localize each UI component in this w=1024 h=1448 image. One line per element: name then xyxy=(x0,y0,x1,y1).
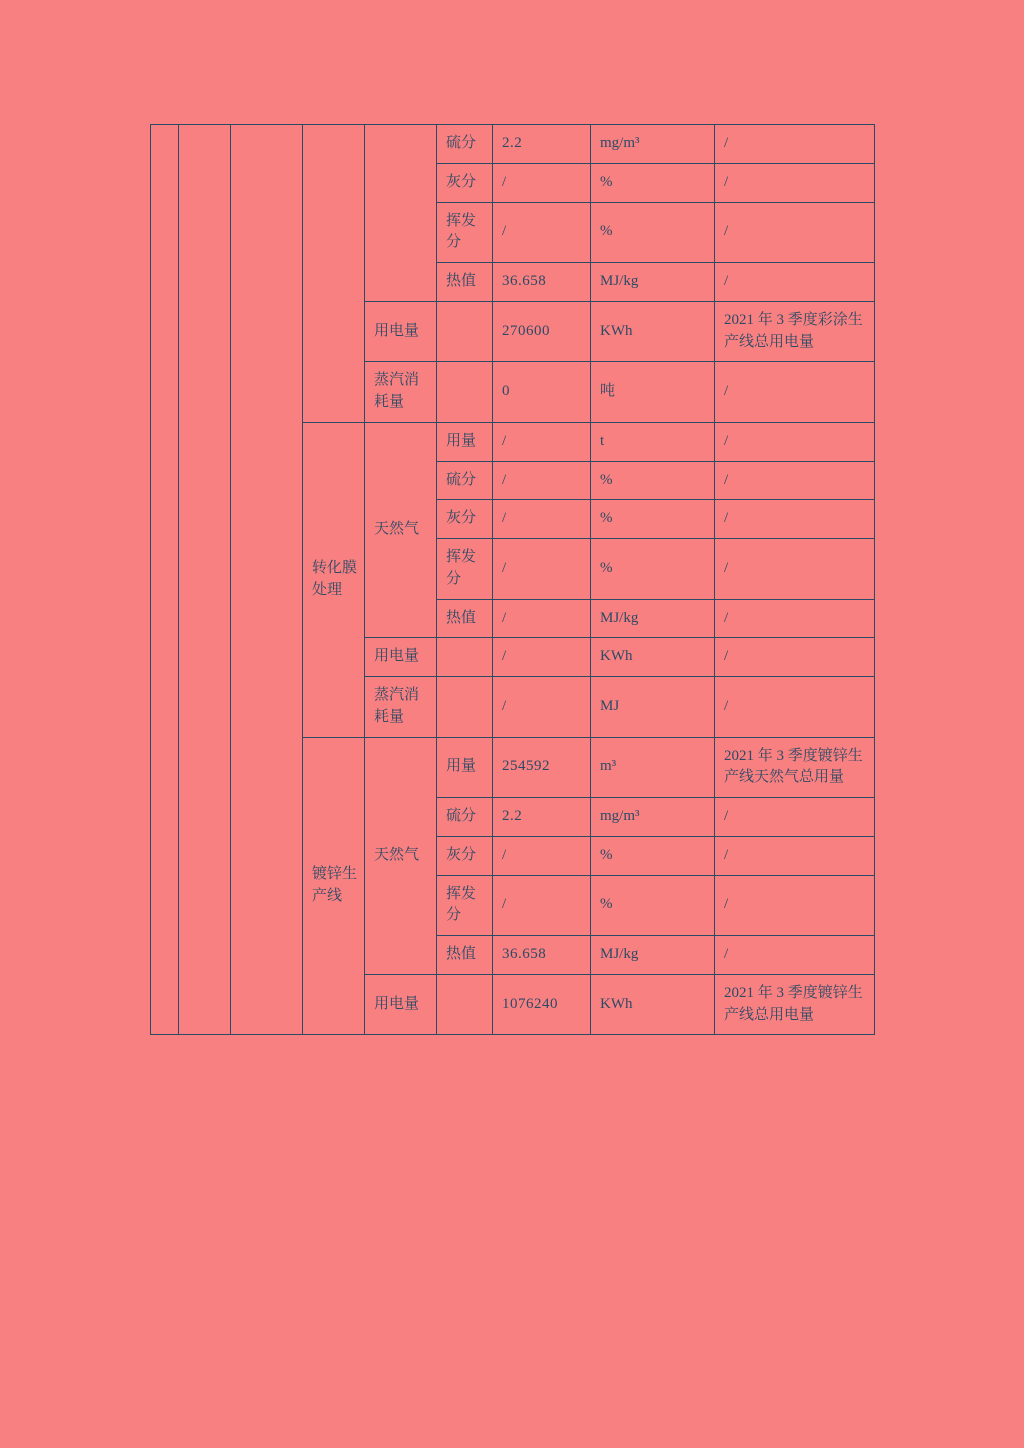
item-label: 灰分 xyxy=(437,163,493,202)
note-cell: / xyxy=(715,422,875,461)
note-cell: / xyxy=(715,163,875,202)
item-label: 硫分 xyxy=(437,798,493,837)
note-cell: / xyxy=(715,461,875,500)
unit-cell: % xyxy=(591,461,715,500)
note-cell: / xyxy=(715,798,875,837)
value-cell: / xyxy=(493,500,591,539)
note-cell: / xyxy=(715,875,875,936)
value-cell: / xyxy=(493,539,591,600)
value-cell: 270600 xyxy=(493,301,591,362)
unit-cell: % xyxy=(591,836,715,875)
value-cell: 1076240 xyxy=(493,974,591,1035)
category-cell-gas-2: 天然气 xyxy=(365,422,437,638)
value-cell: / xyxy=(493,422,591,461)
item-label xyxy=(437,362,493,423)
category-cell-gas-1 xyxy=(365,125,437,302)
value-cell: / xyxy=(493,836,591,875)
unit-cell: mg/m³ xyxy=(591,798,715,837)
note-cell: / xyxy=(715,362,875,423)
unit-cell: 吨 xyxy=(591,362,715,423)
item-label: 用量 xyxy=(437,737,493,798)
item-label: 热值 xyxy=(437,263,493,302)
category-label: 用电量 xyxy=(365,974,437,1035)
item-label: 挥发分 xyxy=(437,202,493,263)
item-label: 挥发分 xyxy=(437,539,493,600)
unit-cell: MJ/kg xyxy=(591,936,715,975)
category-label: 用电量 xyxy=(365,301,437,362)
item-label: 挥发分 xyxy=(437,875,493,936)
note-cell: 2021 年 3 季度镀锌生产线天然气总用量 xyxy=(715,737,875,798)
item-label xyxy=(437,677,493,738)
category-label: 用电量 xyxy=(365,638,437,677)
note-cell: / xyxy=(715,263,875,302)
category-cell-gas-3: 天然气 xyxy=(365,737,437,974)
spacer-column-3 xyxy=(231,125,303,1035)
process-cell-duxin: 镀锌生产线 xyxy=(303,737,365,1035)
unit-cell: mg/m³ xyxy=(591,125,715,164)
unit-cell: MJ/kg xyxy=(591,599,715,638)
item-label: 用量 xyxy=(437,422,493,461)
unit-cell: t xyxy=(591,422,715,461)
note-cell: / xyxy=(715,836,875,875)
item-label: 热值 xyxy=(437,599,493,638)
item-label xyxy=(437,301,493,362)
note-cell: / xyxy=(715,202,875,263)
unit-cell: % xyxy=(591,875,715,936)
unit-cell: % xyxy=(591,500,715,539)
unit-cell: m³ xyxy=(591,737,715,798)
item-label xyxy=(437,974,493,1035)
value-cell: 0 xyxy=(493,362,591,423)
value-cell: / xyxy=(493,875,591,936)
value-cell: 36.658 xyxy=(493,263,591,302)
note-cell: 2021 年 3 季度镀锌生产线总用电量 xyxy=(715,974,875,1035)
value-cell: 2.2 xyxy=(493,798,591,837)
note-cell: / xyxy=(715,500,875,539)
note-cell: / xyxy=(715,677,875,738)
value-cell: / xyxy=(493,677,591,738)
spacer-column-2 xyxy=(179,125,231,1035)
category-label: 蒸汽消耗量 xyxy=(365,362,437,423)
spacer-column-1 xyxy=(151,125,179,1035)
value-cell: 254592 xyxy=(493,737,591,798)
note-cell: 2021 年 3 季度彩涂生产线总用电量 xyxy=(715,301,875,362)
note-cell: / xyxy=(715,125,875,164)
item-label: 灰分 xyxy=(437,836,493,875)
energy-consumption-table xyxy=(150,124,875,1035)
value-cell: / xyxy=(493,599,591,638)
item-label: 热值 xyxy=(437,936,493,975)
unit-cell: MJ xyxy=(591,677,715,738)
value-cell: / xyxy=(493,202,591,263)
unit-cell: % xyxy=(591,163,715,202)
note-cell: / xyxy=(715,539,875,600)
value-cell: / xyxy=(493,163,591,202)
unit-cell: KWh xyxy=(591,974,715,1035)
value-cell: / xyxy=(493,638,591,677)
process-cell-previous xyxy=(303,125,365,423)
note-cell: / xyxy=(715,638,875,677)
item-label: 硫分 xyxy=(437,125,493,164)
note-cell: / xyxy=(715,936,875,975)
value-cell: 36.658 xyxy=(493,936,591,975)
item-label xyxy=(437,638,493,677)
unit-cell: MJ/kg xyxy=(591,263,715,302)
unit-cell: % xyxy=(591,202,715,263)
category-label: 蒸汽消耗量 xyxy=(365,677,437,738)
note-cell: / xyxy=(715,599,875,638)
table-row xyxy=(151,125,875,164)
item-label: 灰分 xyxy=(437,500,493,539)
value-cell: / xyxy=(493,461,591,500)
item-label: 硫分 xyxy=(437,461,493,500)
unit-cell: KWh xyxy=(591,638,715,677)
unit-cell: % xyxy=(591,539,715,600)
unit-cell: KWh xyxy=(591,301,715,362)
process-cell-zhuanhua: 转化膜处理 xyxy=(303,422,365,737)
value-cell: 2.2 xyxy=(493,125,591,164)
